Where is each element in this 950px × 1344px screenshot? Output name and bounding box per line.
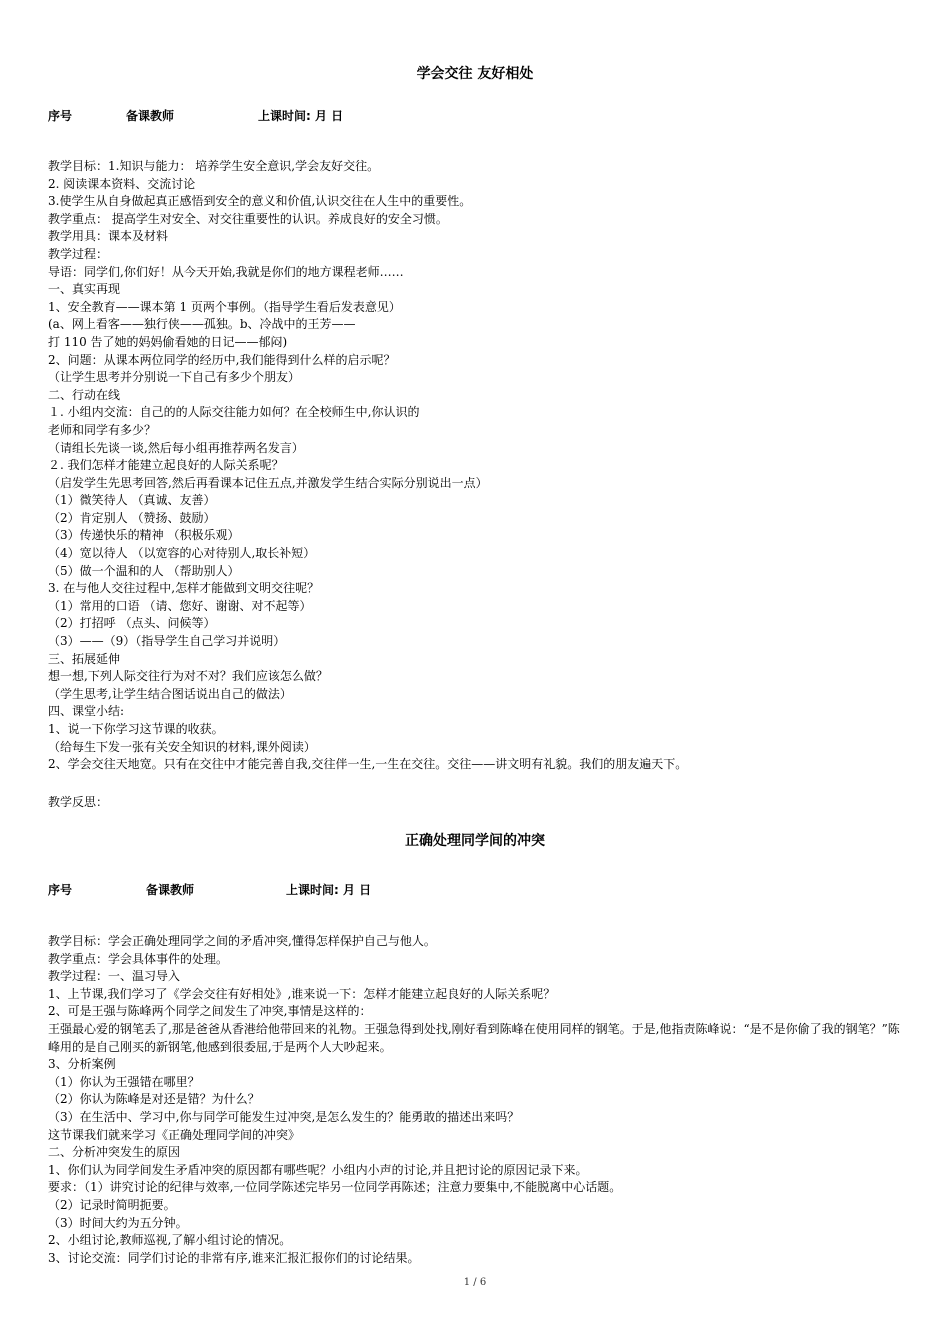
text-line: （3）传递快乐的精神 （积极乐观） bbox=[48, 528, 240, 543]
text-line: 3.使学生从自身做起真正感悟到安全的意义和价值,认识交往在人生中的重要性。 bbox=[48, 194, 472, 209]
seq-label: 序号 bbox=[48, 109, 73, 123]
teacher-label: 备课教师 bbox=[126, 109, 175, 123]
lesson1-body bbox=[48, 158, 908, 774]
text-line: 2、小组讨论,教师巡视,了解小组讨论的情况。 bbox=[48, 1233, 292, 1248]
text-line: (a、网上看客——独行侠——孤独。b、冷战中的王芳—— bbox=[48, 317, 356, 332]
text-line: （3）在生活中、学习中,你与同学可能发生过冲突,是怎么发生的？能勇敢的描述出来吗？ bbox=[48, 1109, 520, 1124]
text-line: （2）你认为陈峰是对还是错？为什么？ bbox=[48, 1092, 260, 1107]
text-line: （2）肯定别人 （赞扬、鼓励） bbox=[48, 510, 216, 525]
text-line: 1、你们认为同学间发生矛盾冲突的原因都有哪些呢？小组内小声的讨论,并且把讨论的原因记录下来。 bbox=[48, 1162, 588, 1177]
text-line: 二、行动在线 bbox=[48, 387, 121, 402]
text-line: 教学过程：一、温习导入 bbox=[48, 969, 181, 984]
text-line: 3、分析案例 bbox=[48, 1057, 116, 1072]
text-line: １. 小组内交流：自己的的人际交往能力如何？在全校师生中,你认识的 bbox=[48, 405, 420, 420]
text-line: （1）微笑待人 （真诚、友善） bbox=[48, 493, 216, 508]
text-line: 打 110 告了她的妈妈偷看她的日记——郁闷) bbox=[48, 334, 288, 349]
text-line: 教学重点：学会具体事件的处理。 bbox=[48, 951, 229, 966]
text-line: （2）打招呼 （点头、问候等） bbox=[48, 616, 216, 631]
text-line: 2、可是王强与陈峰两个同学之间发生了冲突,事情是这样的： bbox=[48, 1004, 372, 1019]
lesson2-body bbox=[48, 933, 908, 1267]
text-line: 要求：（1）讲究讨论的纪律与效率,一位同学陈述完毕另一位同学再陈述；注意力要集中,不能脱离中心话题。 bbox=[48, 1180, 622, 1195]
text-line: （5）做一个温和的人 （帮助别人） bbox=[48, 563, 240, 578]
text-line: 3. 在与他人交往过程中,怎样才能做到文明交往呢？ bbox=[48, 581, 320, 596]
text-line: （启发学生先思考回答,然后再看课本记住五点,并激发学生结合实际分别说出一点） bbox=[48, 475, 488, 490]
text-line: （3）——（9）（指导学生自己学习并说明） bbox=[48, 634, 286, 649]
text-line: （给每生下发一张有关安全知识的材料,课外阅读） bbox=[48, 739, 316, 754]
text-line: 2、学会交往天地宽。只有在交往中才能完善自我,交往伴一生,一生在交往。交往——讲文明有礼貌。我们的朋友遍天下。 bbox=[48, 757, 688, 772]
lesson2-title: 正确处理同学间的冲突 bbox=[405, 833, 545, 849]
text-line: （请组长先谈一谈,然后每小组再推荐两名发言） bbox=[48, 440, 304, 455]
text-line: 这节课我们就来学习《正确处理同学间的冲突》 bbox=[48, 1127, 301, 1142]
text-line: 1、上节课,我们学习了《学会交往有好相处》,谁来说一下：怎样才能建立起良好的人际关系呢？ bbox=[48, 986, 556, 1001]
page-number: 1 / 6 bbox=[463, 1277, 487, 1288]
text-line: 1、安全教育——课本第 1 页两个事例。（指导学生看后发表意见） bbox=[48, 299, 401, 314]
seq-label: 序号 bbox=[48, 883, 73, 897]
text-line: 一、真实再现 bbox=[48, 282, 121, 297]
text-line: 教学目标：1.知识与能力： 培养学生安全意识,学会友好交往。 bbox=[48, 159, 380, 173]
text-line: 1、说一下你学习这节课的收获。 bbox=[48, 722, 224, 736]
text-line: （学生思考,让学生结合图话说出自己的做法） bbox=[48, 686, 292, 701]
text-line: 教学目标：学会正确处理同学之间的矛盾冲突,懂得怎样保护自己与他人。 bbox=[48, 934, 436, 948]
text-line: 二、分析冲突发生的原因 bbox=[48, 1145, 181, 1160]
text-line: 3、讨论交流：同学们讨论的非常有序,谁来汇报汇报你们的讨论结果。 bbox=[48, 1250, 420, 1265]
text-line: 三、拓展延伸 bbox=[48, 651, 121, 666]
text-line: 2、问题：从课本两位同学的经历中,我们能得到什么样的启示呢？ bbox=[48, 352, 396, 367]
text-line: （3）时间大约为五分钟。 bbox=[48, 1215, 188, 1230]
text-line: （1）你认为王强错在哪里？ bbox=[48, 1074, 200, 1089]
text-line: （让学生思考并分别说一下自己有多少个朋友） bbox=[48, 370, 301, 385]
text-line: 教学过程： bbox=[48, 246, 109, 261]
text-line: （1）常用的口语 （请、您好、谢谢、对不起等） bbox=[48, 598, 312, 613]
time-label: 上课时间: 月 日 bbox=[286, 883, 372, 897]
text-line: 老师和同学有多少？ bbox=[48, 422, 157, 437]
text-line: 王强最心爱的钢笔丢了,那是爸爸从香港给他带回来的礼物。王强急得到处找,刚好看到陈峰在使用同样的钢笔。于是,他指责陈峰说：“是不是你偷了我的钢笔？”陈峰用的是自己刚买的新钢笔,他感到很委屈,于是两个人大吵起来。 bbox=[48, 1021, 900, 1054]
text-line: 2. 阅读课本资料、交流讨论 bbox=[48, 176, 196, 191]
text-line: 想一想,下列人际交往行为对不对？我们应该怎么做？ bbox=[48, 669, 328, 684]
text-line: （4）宽以待人 （以宽容的心对待别人,取长补短） bbox=[48, 546, 316, 561]
text-line: 导语：同学们,你们好！从今天开始,我就是你们的地方课程老师…… bbox=[48, 264, 404, 279]
teacher-label: 备课教师 bbox=[146, 883, 195, 897]
text-line: 教学重点： 提高学生对安全、对交往重要性的认识。养成良好的安全习惯。 bbox=[48, 211, 448, 226]
text-line: ２. 我们怎样才能建立起良好的人际关系呢？ bbox=[48, 458, 284, 473]
text-line: 教学用具：课本及材料 bbox=[48, 229, 169, 244]
lesson1-title: 学会交往 友好相处 bbox=[416, 66, 534, 82]
reflection-label: 教学反思： bbox=[48, 795, 109, 809]
time-label: 上课时间: 月 日 bbox=[258, 109, 344, 123]
text-line: （2）记录时简明扼要。 bbox=[48, 1197, 176, 1212]
text-line: 四、课堂小结: bbox=[48, 704, 125, 719]
